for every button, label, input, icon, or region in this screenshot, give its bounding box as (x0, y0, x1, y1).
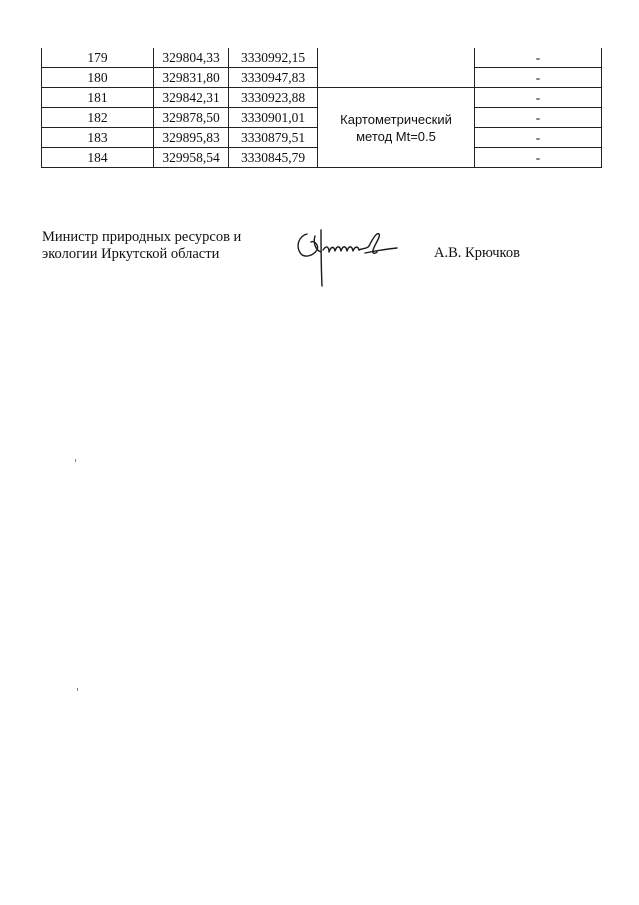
coordinate-y: 3330901,01 (229, 108, 318, 128)
signatory-title-line: Министр природных ресурсов и (42, 229, 242, 245)
coordinate-x: 329804,33 (154, 48, 229, 68)
table-row (42, 48, 602, 68)
method-cell-blank (318, 48, 475, 88)
point-number: 181 (42, 88, 154, 108)
accuracy-value: - (475, 68, 602, 88)
signatory-name: А.В. Крючков (434, 245, 520, 261)
signatory-title (42, 229, 241, 263)
coordinate-x: 329878,50 (154, 108, 229, 128)
point-number: 180 (42, 68, 154, 88)
accuracy-value: - (475, 148, 602, 168)
method-accuracy: метод Mt=0.5 (356, 128, 436, 144)
scan-speck (77, 688, 78, 691)
point-number: 182 (42, 108, 154, 128)
coordinate-x: 329895,83 (154, 128, 229, 148)
scan-speck (75, 459, 76, 462)
coordinates-table (41, 48, 602, 168)
coordinate-y: 3330923,88 (229, 88, 318, 108)
method-name: Картометрический (340, 111, 452, 127)
accuracy-value: - (475, 48, 602, 68)
coordinate-x: 329842,31 (154, 88, 229, 108)
point-number: 184 (42, 148, 154, 168)
point-number: 179 (42, 48, 154, 68)
coordinate-x: 329958,54 (154, 148, 229, 168)
point-number: 183 (42, 128, 154, 148)
coordinate-y: 3330845,79 (229, 148, 318, 168)
accuracy-value: - (475, 108, 602, 128)
coordinate-y: 3330947,83 (229, 68, 318, 88)
method-cell (318, 88, 475, 168)
coordinate-y: 3330992,15 (229, 48, 318, 68)
handwritten-signature (293, 224, 403, 290)
accuracy-value: - (475, 88, 602, 108)
coordinate-y: 3330879,51 (229, 128, 318, 148)
coordinate-x: 329831,80 (154, 68, 229, 88)
accuracy-value: - (475, 128, 602, 148)
signatory-title-line: экологии Иркутской области (42, 246, 220, 262)
table-row (42, 88, 602, 108)
